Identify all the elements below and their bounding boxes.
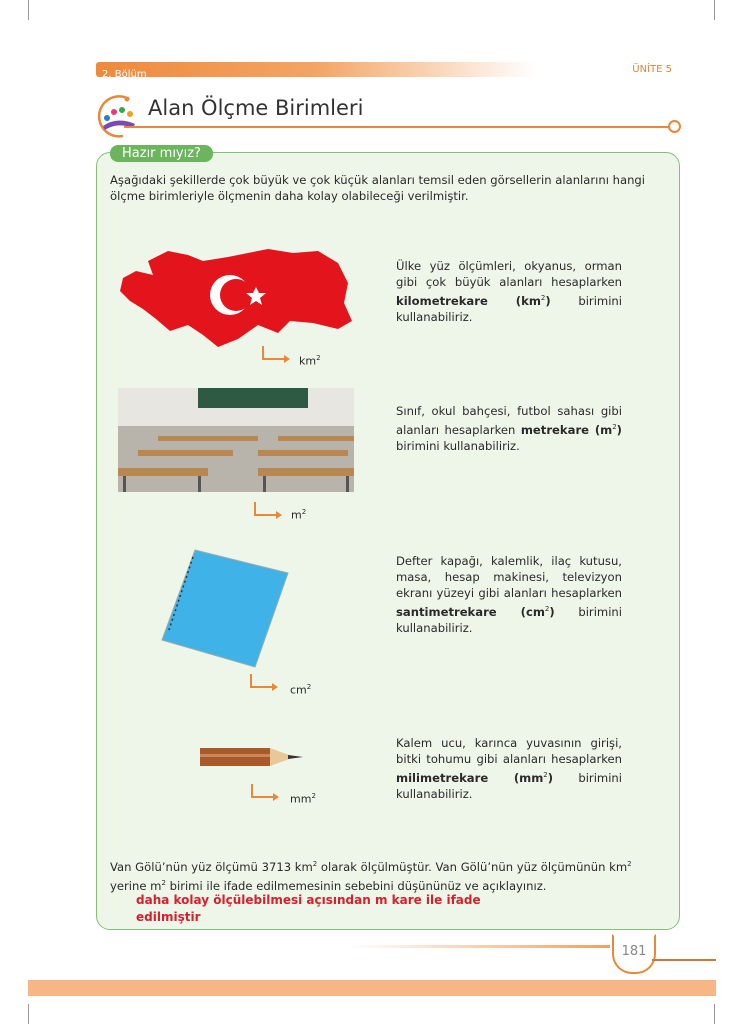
pencil-image xyxy=(200,746,304,768)
turkey-map-image xyxy=(118,243,356,348)
footer-line-right xyxy=(652,959,716,961)
cm2-description: Defter kapağı, kalemlik, ilaç kutusu, masa, hesap makinesi, televizyon ekranı yüzeyi gibi alanları hesaplarken santimetrekare $(cm^2)$ birimini kullanabiliriz. xyxy=(396,554,622,635)
km2-description: Ülke yüz ölçümleri, okyanus, orman gibi çok büyük alanları hesaplarken kilometrekare $(km^2)$ birimini kullanabiliriz. xyxy=(396,259,622,324)
section-label: 2. Bölüm xyxy=(102,69,147,80)
footer-line xyxy=(350,945,610,948)
unit-label: ÜNİTE 5 xyxy=(632,64,672,75)
unit-km2: $km^2$ xyxy=(299,354,321,368)
van-lake-question: Van Gölü’nün yüz ölçümü 3713 $km^2$ olarak ölçülmüştür. Van Gölü’nün yüz ölçümünün $km^2$ yerine $m^2$ birimi ile ifade edilmemesinin sebebini düşününüz ve açıklayınız. xyxy=(110,859,632,893)
crop-mark xyxy=(714,0,715,20)
unit-m2: $m^2$ xyxy=(291,508,307,522)
page-number: 181 xyxy=(612,934,656,974)
arrow-icon xyxy=(262,346,286,360)
ready-badge: Hazır mıyız? xyxy=(110,145,213,162)
bottom-bar xyxy=(28,980,716,996)
m2-description: Sınıf, okul bahçesi, futbol sahası gibi alanları hesaplarken metrekare $(m^2)$ birimini kullanabiliriz. xyxy=(396,404,622,453)
mm2-description: Kalem ucu, karınca yuvasının girişi, bitki tohumu gibi alanları hesaplarken milimetrekare $(mm^2)$ birimini kullanabiliriz. xyxy=(396,736,622,801)
arrow-icon xyxy=(251,784,275,798)
arrow-icon xyxy=(254,502,278,516)
classroom-image xyxy=(118,388,354,492)
section-bar xyxy=(96,62,536,80)
notebook-image xyxy=(160,545,290,670)
unit-mm2: $mm^2$ xyxy=(290,792,316,806)
title-line-end-dot xyxy=(668,120,681,133)
handwritten-answer-line-1: daha kolay ölçülebilmesi açısından m kare ile ifade xyxy=(136,893,481,907)
page-title: Alan Ölçme Birimleri xyxy=(148,96,364,120)
handwritten-answer-line-2: edilmiştir xyxy=(136,910,201,924)
crop-mark xyxy=(28,0,29,20)
intro-text: Aşağıdaki şekillerde çok büyük ve çok küçük alanları temsil eden görsellerin alanlarını hangi ölçme birimleriyle ölçmenin daha kolay olabileceği verilmiştir. xyxy=(110,173,646,203)
crop-mark xyxy=(28,1004,29,1024)
chapter-logo-icon xyxy=(97,94,141,138)
arrow-icon xyxy=(250,674,274,688)
crop-mark xyxy=(714,1004,715,1024)
unit-cm2: $cm^2$ xyxy=(290,683,312,697)
title-underline xyxy=(124,126,669,128)
